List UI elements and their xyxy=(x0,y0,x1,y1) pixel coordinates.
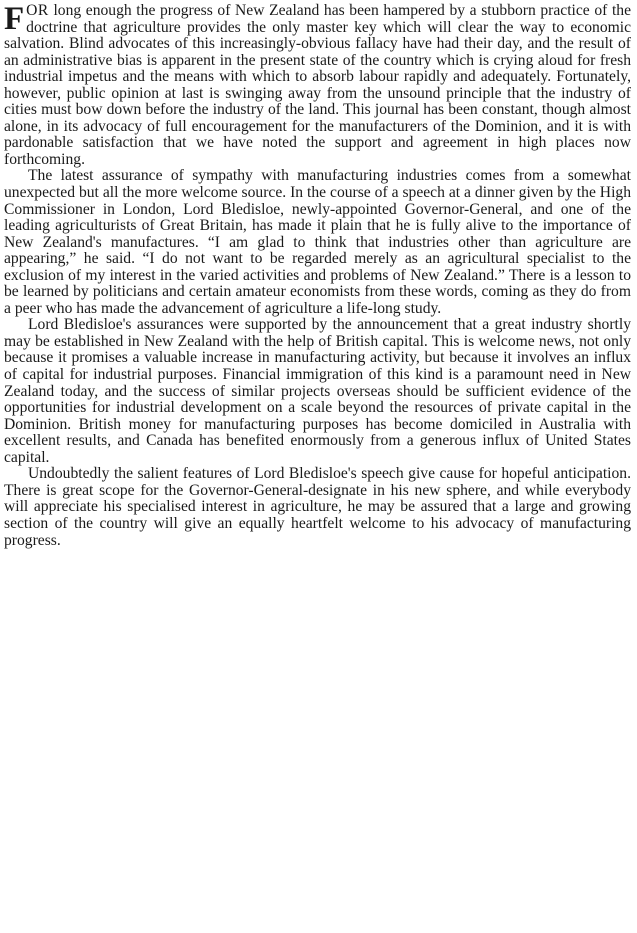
paragraph-1 xyxy=(4,3,631,168)
paragraph-1-text: long enough the progress of New Zealand has been hampered by a stubborn practice of the doctrine that agriculture provides the only master key which will clear the way to economic salvation. Blind advocates of this increasingly-obvious fallacy have had their day, and the result of an administrative bias is apparent in the present state of the country which is crying aloud for fresh industrial impetus and the means with which to absorb labour rapidly and adequately. Fortunately, however, public opinion at last is swinging away from the unsound principle that the industry of cities must bow down before the industry of the land. This journal has been constant, though almost alone, in its advocacy of full encouragement for the manufacturers of the Dominion, and it is with pardonable satisfaction that we have noted the support and agreement in high places now forthcoming. xyxy=(4,2,631,168)
drop-cap: F xyxy=(4,1,25,37)
paragraph-2: The latest assurance of sympathy with manufacturing industries comes from a somewhat unexpected but all the more welcome source. In the course of a speech at a dinner given by the High Commissioner in London, Lord Bledisloe, newly-appointed Governor-General, and one of the leading agriculturists of Great Britain, has made it plain that he is fully alive to the importance of New Zealand's manufactures. “I am glad to think that industries other than agriculture are appearing,” he said. “I do not want to be regarded merely as an agricultural specialist to the exclusion of my interest in the varied activities and problems of New Zealand.” There is a lesson to be learned by politicians and certain amateur economists from these words, coming as they do from a peer who has made the advancement of agriculture a life-long study. xyxy=(4,167,631,317)
lead-caps: OR xyxy=(26,2,49,19)
paragraph-3: Lord Bledisloe's assurances were supported by the announcement that a great industry shortly may be established in New Zealand with the help of British capital. This is welcome news, not only because it promises a valuable increase in manufacturing activity, but because it involves an influx of capital for industrial purposes. Financial immigration of this kind is a paramount need in New Zealand today, and the success of similar projects overseas should be sufficient evidence of the opportunities for industrial development on a scale beyond the resources of private capital in the Dominion. British money for manufacturing purposes has become domiciled in Australia with excellent results, and Canada has benefited enormously from a generous influx of United States capital. xyxy=(4,316,631,466)
paragraph-4: Undoubtedly the salient features of Lord Bledisloe's speech give cause for hopeful anticipation. There is great scope for the Governor-General-designate in his new sphere, and while everybody will appreciate his specialised interest in agriculture, he may be assured that a large and growing section of the country will give an equally heartfelt welcome to his advocacy of manufacturing progress. xyxy=(4,465,631,549)
